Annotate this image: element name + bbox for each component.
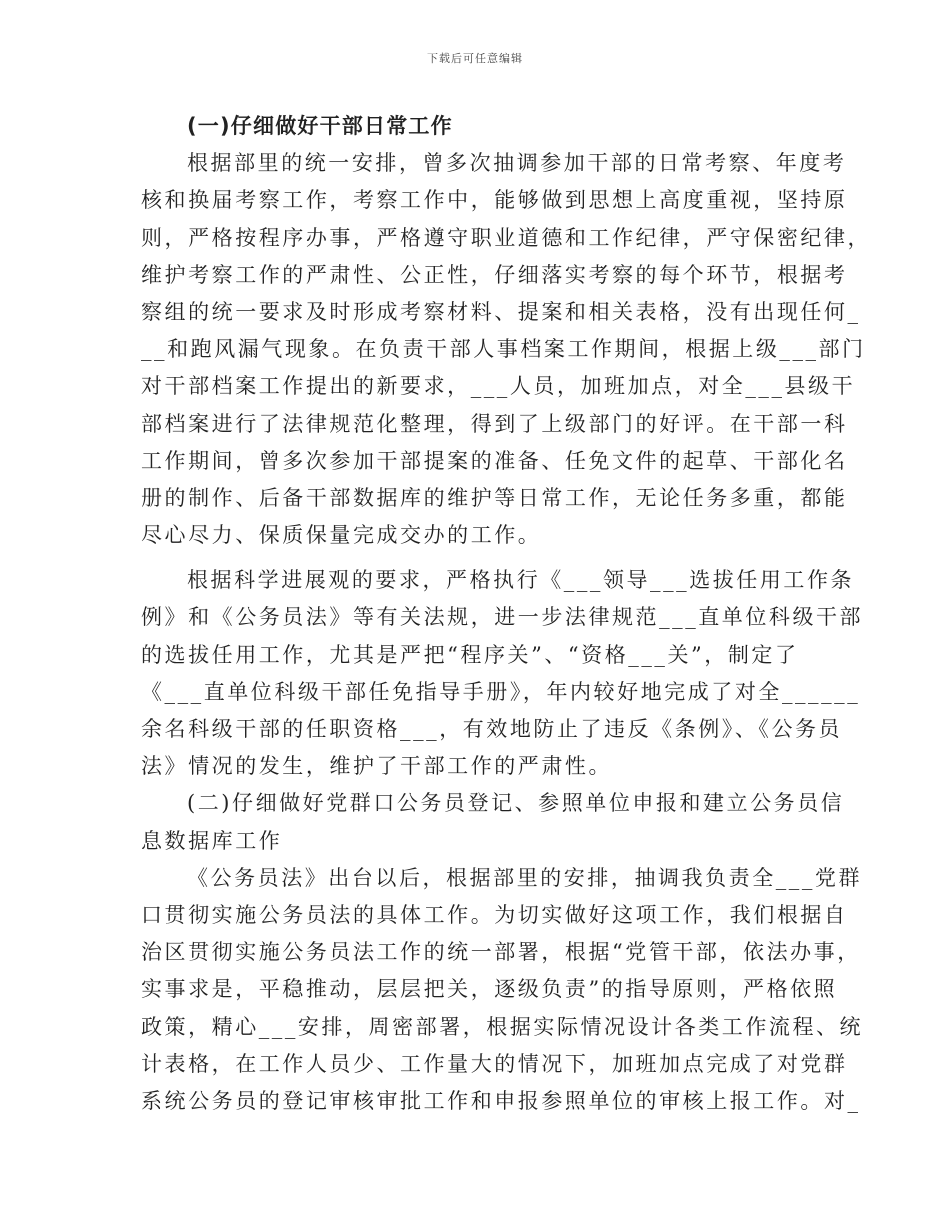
text-line: 维护考察工作的严肃性、公正性，仔细落实考察的每个环节，根据考 [141,262,848,287]
text-line: 例》和《公务员法》等有关法规，进一步法律规范___直单位科级干部 [141,605,864,630]
text-line: 系统公务员的登记审核审批工作和申报参照单位的审核上报工作。对_ [141,1088,861,1113]
text-line: 计表格，在工作人员少、工作量大的情况下，加班加点完成了对党群 [141,1051,848,1076]
text-line: 则，严格按程序办事，严格遵守职业道德和工作纪律，严守保密纪律， [141,225,872,250]
text-line: 核和换届考察工作，考察工作中，能够做到思想上高度重视，坚持原 [141,188,848,213]
document-body [141,108,872,1120]
text-line: 治区贯彻实施公务员法工作的统一部署，根据“党管干部，依法办事， [141,940,861,965]
text-line: 部档案进行了法律规范化整理，得到了上级部门的好评。在干部一科 [141,411,848,436]
text-line: 息数据库工作 [141,828,283,853]
text-line: 《公务员法》出台以后，根据部里的安排，抽调我负责全___党群 [187,865,862,890]
text-line: 察组的统一要求及时形成考察材料、提案和相关表格，没有出现任何_ [141,299,861,324]
section-1-paragraph-2 [141,562,864,785]
text-line: 对干部档案工作提出的新要求，___人员，加班加点，对全___县级干 [141,374,856,399]
page-header: 下载后可任意编辑 [427,52,523,65]
text-line: 工作期间，曾多次参加干部提案的准备、任免文件的起草、干部化名 [141,448,848,473]
text-line: 政策，精心___安排，周密部署，根据实际情况设计各类工作流程、统 [141,1014,864,1039]
text-line: 册的制作、后备干部数据库的维护等日常工作，无论任务多重，都能 [141,485,848,510]
text-line: 余名科级干部的任职资格___，有效地防止了违反《条例》、《公务员 [141,717,843,741]
section-1-heading: (一)仔细做好干部日常工作 [187,114,453,138]
text-line: __和跑风漏气现象。在负责干部人事档案工作期间，根据上级___部门 [141,337,866,362]
section-2-heading [141,785,845,859]
section-2-paragraph-1 [141,860,864,1120]
text-line: 《___直单位科级干部任免指导手册》，年内较好地完成了对全______ [141,679,861,704]
text-line: 口贯彻实施公务员法的具体工作。为切实做好这项工作，我们根据自 [141,902,848,927]
section-1-paragraph-1 [141,145,872,554]
text-line: 法》情况的发生，维护了干部工作的严肃性。 [141,754,612,779]
text-line: 尽心尽力、保质保量完成交办的工作。 [141,523,542,548]
text-line: 的选拔任用工作，尤其是严把“程序关”、“资格___关”，制定了 [141,642,799,667]
text-line: (二)仔细做好党群口公务员登记、参照单位申报和建立公务员信 [187,791,845,816]
text-line: 根据部里的统一安排，曾多次抽调参加干部的日常考察、年度考 [187,151,847,176]
text-line: 实事求是，平稳推动，层层把关，逐级负责”的指导原则，严格依照 [141,977,838,1002]
text-line: 根据科学进展观的要求，严格执行《___领导___选拔任用工作条 [187,568,855,593]
